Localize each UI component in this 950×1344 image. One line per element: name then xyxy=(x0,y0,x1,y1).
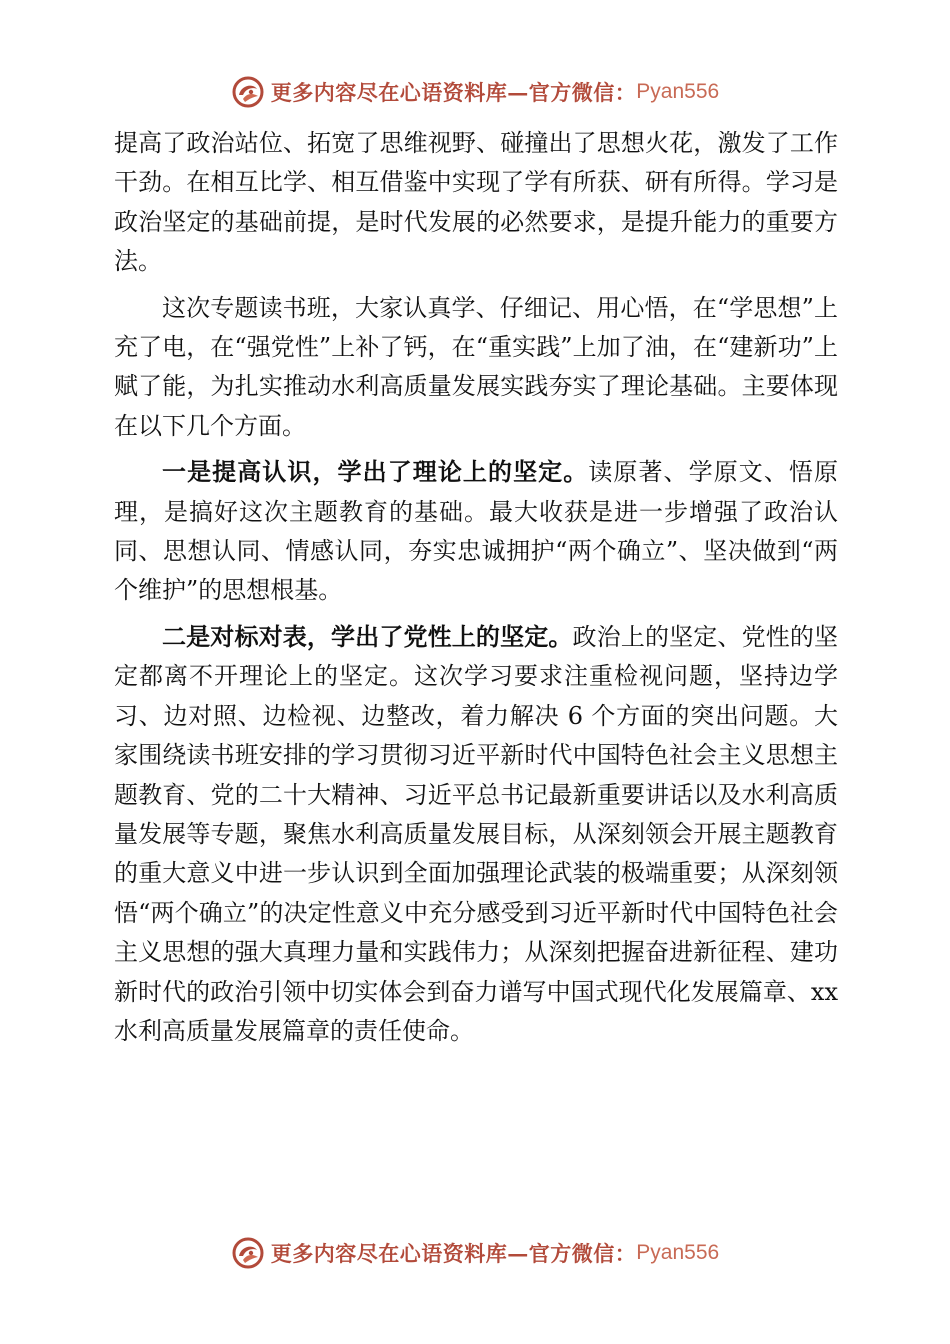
paragraph-3-text: 读原著、学原文、悟原理，是搞好这次主题教育的基础。最大收获是进一步增强了政治认同、思想认同、情感认同，夯实忠诚拥护“两个确立”、坚决做到“两个维护”的思想根基。 xyxy=(114,458,839,605)
red-swirl-logo-icon xyxy=(231,1236,265,1270)
header-wechat-id: Pyan556 xyxy=(636,80,720,103)
footer-banner xyxy=(0,1231,950,1275)
paragraph-2-text: 这次专题读书班，大家认真学、仔细记、用心悟，在“学思想”上充了电，在“强党性”上补了钙，在“重实践”上加了油，在“建新功”上赋了能，为扎实推动水利高质量发展实践夯实了理论基础。主要体现在以下几个方面。 xyxy=(114,293,838,440)
paragraph-4 xyxy=(114,618,838,1051)
paragraph-2 xyxy=(114,289,838,447)
paragraph-3 xyxy=(114,453,838,611)
footer-wechat-id: Pyan556 xyxy=(636,1241,720,1264)
footer-banner-text: 更多内容尽在心语资料库—官方微信： xyxy=(270,1241,637,1266)
paragraph-4-lead: 二是对标对表，学出了党性上的坚定。 xyxy=(162,622,573,651)
document-body xyxy=(114,124,838,1051)
header-banner xyxy=(0,70,950,114)
paragraph-1-text: 提高了政治站位、拓宽了思维视野、碰撞出了思想火花，激发了工作干劲。在相互比学、相互借鉴中实现了学有所获、研有所得。学习是政治坚定的基础前提，是时代发展的必然要求，是提升能力的重要方法。 xyxy=(114,129,838,276)
paragraph-4-text: 政治上的坚定、党性的坚定都离不开理论上的坚定。这次学习要求注重检视问题，坚持边学习、边对照、边检视、边整改，着力解决 6 个方面的突出问题。大家围绕读书班安排的学习贯彻习近平新时代中国特色社会主义思想主题教育、党的二十大精神、习近平总书记最新重要讲话以及水利高质量发展等专题，聚焦水利高质量发展目标，从深刻领会开展主题教育的重大意义中进一步认识到全面加强理论武装的极端重要；从深刻领悟“两个确立”的决定性意义中充分感受到习近平新时代中国特色社会主义思想的强大真理力量和实践伟力；从深刻把握奋进新征程、建功新时代的政治引领中切实体会到奋力谱写中国式现代化发展篇章、xx 水利高质量发展篇章的责任使命。 xyxy=(114,622,839,1045)
paragraph-1 xyxy=(114,124,838,282)
paragraph-3-lead: 一是提高认识，学出了理论上的坚定。 xyxy=(162,458,589,487)
red-swirl-logo-icon xyxy=(231,75,265,109)
header-banner-text: 更多内容尽在心语资料库—官方微信： xyxy=(270,80,637,105)
